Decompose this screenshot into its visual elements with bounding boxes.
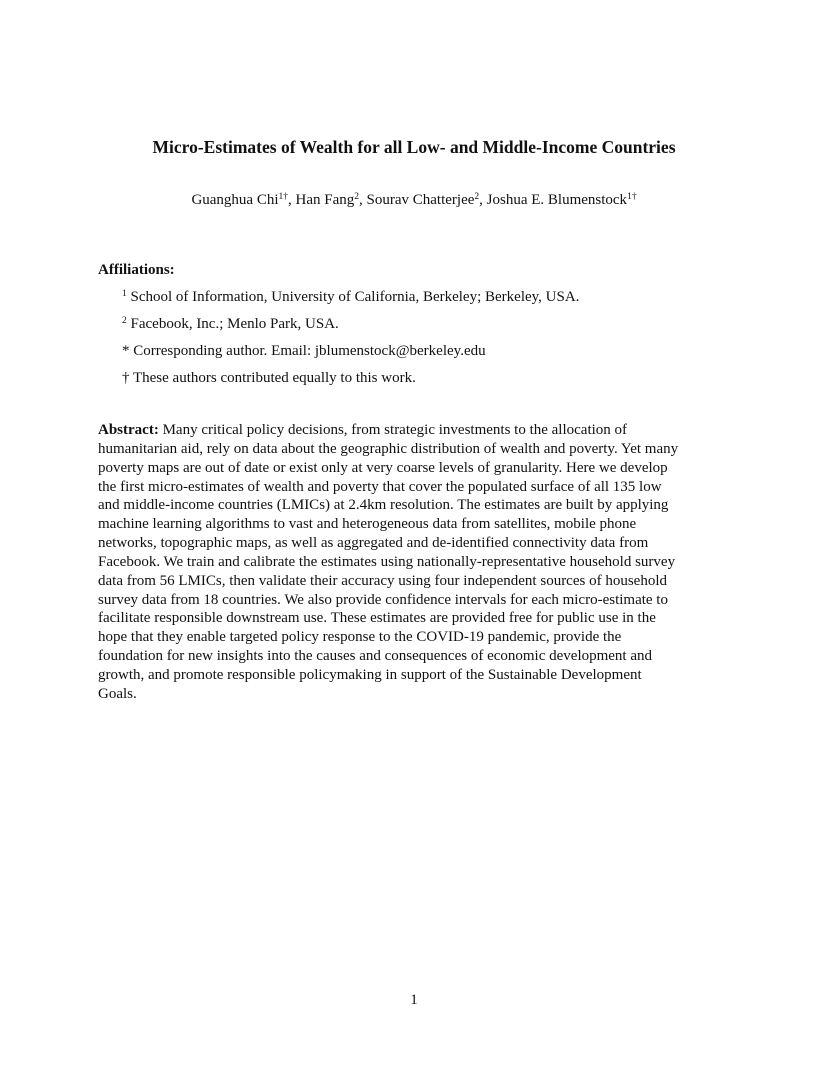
abstract-line: Goals. (98, 685, 137, 702)
corresponding-author-note (122, 341, 486, 361)
abstract (98, 421, 726, 704)
affiliation-text: School of Information, University of California, Berkeley; Berkeley, USA. (126, 289, 580, 305)
author-affiliation-mark: 1† (627, 192, 637, 202)
affiliation-item (122, 314, 339, 334)
abstract-label: Abstract: (98, 422, 159, 438)
author-name: Joshua E. Blumenstock (486, 192, 628, 208)
abstract-line: networks, topographic maps, as well as aggregated and de-identified connectivity data from (98, 535, 649, 552)
abstract-line: Facebook. We train and calibrate the estimates using nationally-representative household survey (98, 553, 676, 570)
affiliation-text: Facebook, Inc.; Menlo Park, USA. (126, 316, 339, 332)
abstract-line: humanitarian aid, rely on data about the geographic distribution of wealth and poverty. Yet many (98, 440, 679, 457)
author-separator: , (288, 192, 296, 208)
author-affiliation-mark: 2 (474, 192, 480, 202)
abstract-line: growth, and promote responsible policymaking in support of the Sustainable Development (98, 666, 642, 683)
author-affiliation-mark: 2 (354, 192, 360, 202)
abstract-line: facilitate responsible downstream use. These estimates are provided free for public use in the (98, 610, 656, 627)
paper-title: Micro-Estimates of Wealth for all Low- and Middle-Income Countries (152, 137, 676, 157)
affiliation-mark: 2 (122, 316, 127, 326)
abstract-line: poverty maps are out of date or exist only at very coarse levels of granularity. Here we develop (98, 459, 668, 476)
author-separator: , (479, 192, 487, 208)
affiliations-heading: Affiliations: (98, 262, 175, 278)
affiliation-text: † These authors contributed equally to this work. (122, 370, 416, 386)
abstract-line: hope that they enable targeted policy response to the COVID-19 pandemic, provide the (98, 629, 622, 646)
author-list (0, 190, 828, 210)
abstract-line: and middle-income countries (LMICs) at 2.4km resolution. The estimates are built by applying (98, 497, 669, 514)
equal-contribution-note (122, 368, 416, 388)
abstract-text: Many critical policy decisions, from strategic investments to the allocation of (158, 422, 628, 438)
affiliation-mark: 1 (122, 289, 127, 299)
abstract-line: data from 56 LMICs, then validate their accuracy using four independent sources of household (98, 572, 667, 589)
author-separator: , (359, 192, 367, 208)
author-affiliation-mark: 1† (278, 192, 289, 202)
abstract-line (98, 421, 726, 440)
abstract-line: survey data from 18 countries. We also provide confidence intervals for each micro-estimate to (98, 591, 668, 608)
abstract-line: the first micro-estimates of wealth and poverty that cover the populated surface of all 135 low (98, 478, 662, 495)
affiliation-item (122, 287, 579, 307)
affiliation-text: * Corresponding author. Email: jblumenstock@berkeley.edu (122, 343, 486, 359)
abstract-line: foundation for new insights into the causes and consequences of economic development and (98, 648, 653, 665)
author-name: Sourav Chatterjee (366, 192, 475, 208)
author-name: Guanghua Chi (191, 192, 279, 208)
abstract-line: machine learning algorithms to vast and heterogeneous data from satellites, mobile phone (98, 516, 637, 533)
author-name: Han Fang (295, 192, 355, 208)
page-number: 1 (410, 992, 418, 1008)
